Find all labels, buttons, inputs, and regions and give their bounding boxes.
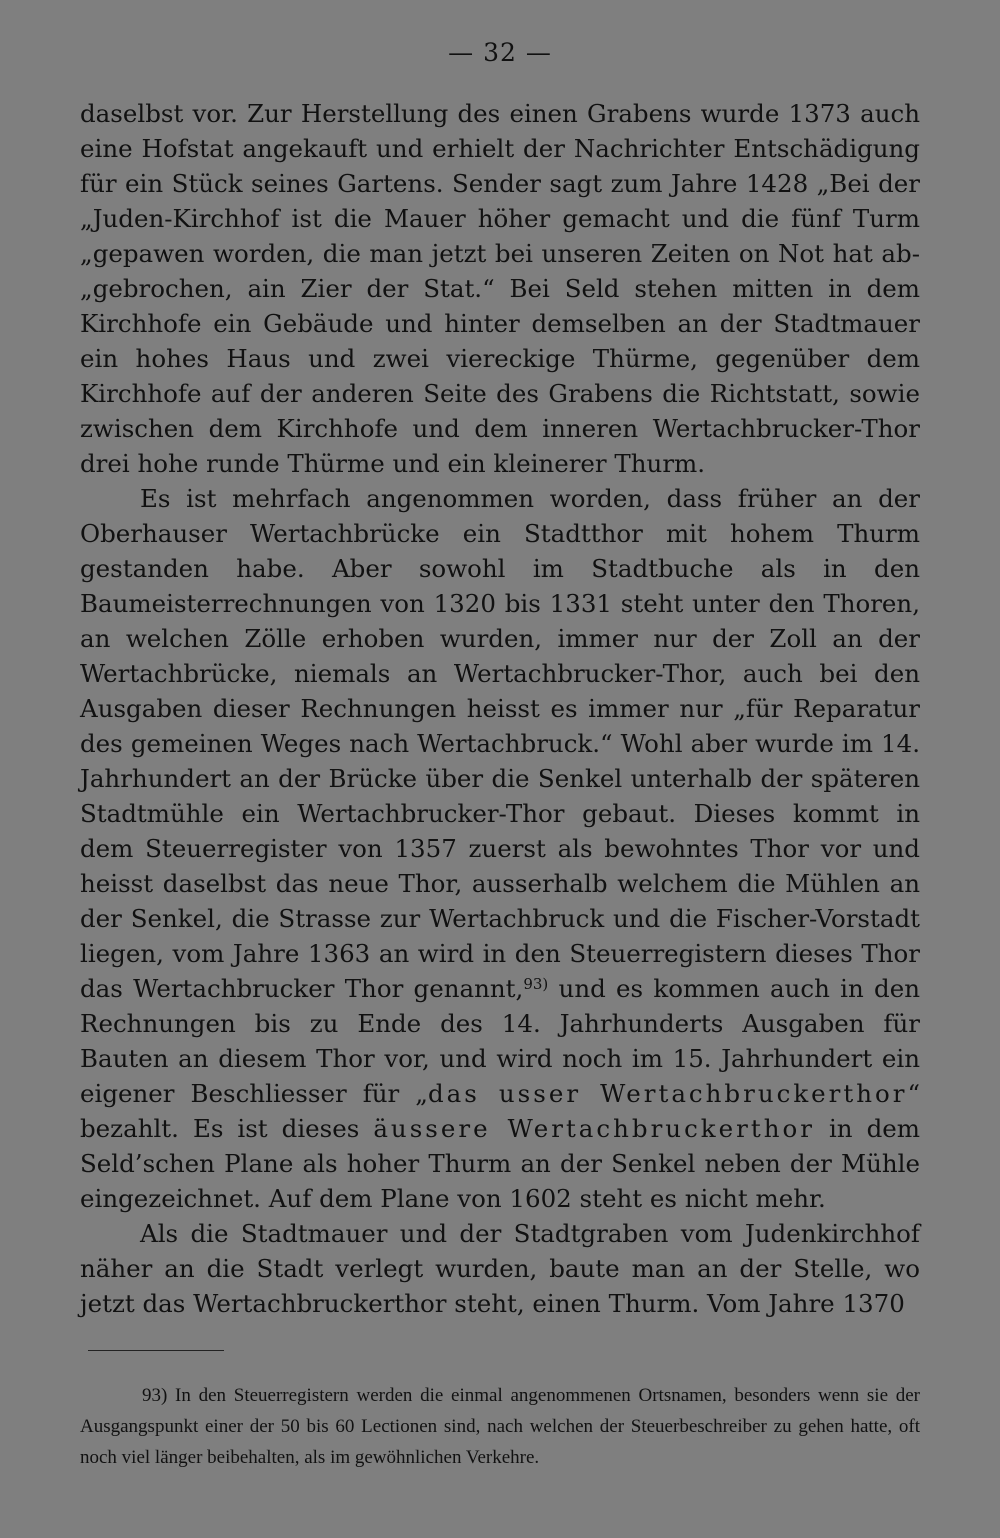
paragraph-2-text-b: und es kommen auch in den Rechnungen bis zu Ende des 14. Jahrhunderts Ausgaben für Bauten an diesem Thor vor, und wird noch im 15. Jahrhundert ein eigener Beschliesser für „ bbox=[80, 974, 920, 1108]
footnote-reference: 93) bbox=[523, 975, 549, 993]
body-text bbox=[80, 96, 920, 1321]
paragraph-2 bbox=[80, 481, 920, 1216]
paragraph-2-text-a: Es ist mehrfach angenommen worden, dass früher an der Oberhauser Wertachbrücke ein Stadtthor mit hohem Thurm gestanden habe. Aber sowohl im Stadtbuche als in den Baumeisterrechnungen von 1320 bis 1331 steht unter den Thoren, an welchen Zölle erhoben wurden, immer nur der Zoll an der Wertachbrücke, niemals an Wertachbrucker-Thor, auch bei den Ausgaben dieser Rechnungen heisst es immer nur „für Reparatur des gemeinen Weges nach Wertachbruck.“ Wohl aber wurde im 14. Jahrhundert an der Brücke über die Senkel unterhalb der späteren Stadtmühle ein Wertachbrucker-Thor gebaut. Dieses kommt in dem Steuerregister von 1357 zuerst als bewohntes Thor vor und heisst daselbst das neue Thor, ausserhalb welchem die Mühlen an der Senkel, die Strasse zur Wertachbruck und die Fischer-Vorstadt liegen, vom Jahre 1363 an wird in den Steuerregistern dieses Thor das Wertachbrucker Thor genannt, bbox=[80, 484, 920, 1003]
footnote bbox=[80, 1380, 920, 1473]
footnote-divider bbox=[88, 1350, 224, 1351]
emphasis-usser-thor: das usser Wertachbruckerthor bbox=[428, 1079, 908, 1108]
paragraph-2-text-d: in dem Seld’schen Plane als hoher Thurm an der Senkel neben der Mühle eingezeichnet. Auf dem Plane von 1602 steht es nicht mehr. bbox=[80, 1114, 920, 1213]
book-page bbox=[80, 38, 920, 1498]
emphasis-aeussere-thor: äussere Wertachbruckerthor bbox=[373, 1114, 815, 1143]
page-number: — 32 — bbox=[448, 38, 552, 67]
paragraph-3: Als die Stadtmauer und der Stadtgraben vom Judenkirchhof näher an die Stadt verlegt wurden, baute man an der Stelle, wo jetzt das Wertachbruckerthor steht, einen Thurm. Vom Jahre 1370 bbox=[80, 1219, 920, 1318]
paragraph-1: daselbst vor. Zur Herstellung des einen Grabens wurde 1373 auch eine Hofstat angekauft und erhielt der Nachrichter Entschädigung für ein Stück seines Gartens. Sender sagt zum Jahre 1428 „Bei der „Juden-Kirchhof ist die Mauer höher gemacht und die fünf Turm „gepawen worden, die man jetzt bei unseren Zeiten on Not hat ab- „gebrochen, ain Zier der Stat.“ Bei Seld stehen mitten in dem Kirchhofe ein Gebäude und hinter demselben an der Stadtmauer ein hohes Haus und zwei viereckige Thürme, gegenüber dem Kirchhofe auf der anderen Seite des Grabens die Richtstatt, sowie zwischen dem Kirchhofe und dem inneren Wertachbrucker-Thor drei hohe runde Thürme und ein kleinerer Thurm. bbox=[80, 99, 920, 478]
footnote-text: 93) In den Steuerregistern werden die einmal angenommenen Ortsnamen, besonders wenn sie der Ausgangspunkt einer der 50 bis 60 Lectionen sind, nach welchen der Steuerbeschreiber zu gehen hatte, oft noch viel länger beibehalten, als im gewöhnlichen Verkehre. bbox=[80, 1385, 920, 1468]
paragraph-2-text-c: “ bezahlt. Es ist dieses bbox=[80, 1079, 920, 1143]
